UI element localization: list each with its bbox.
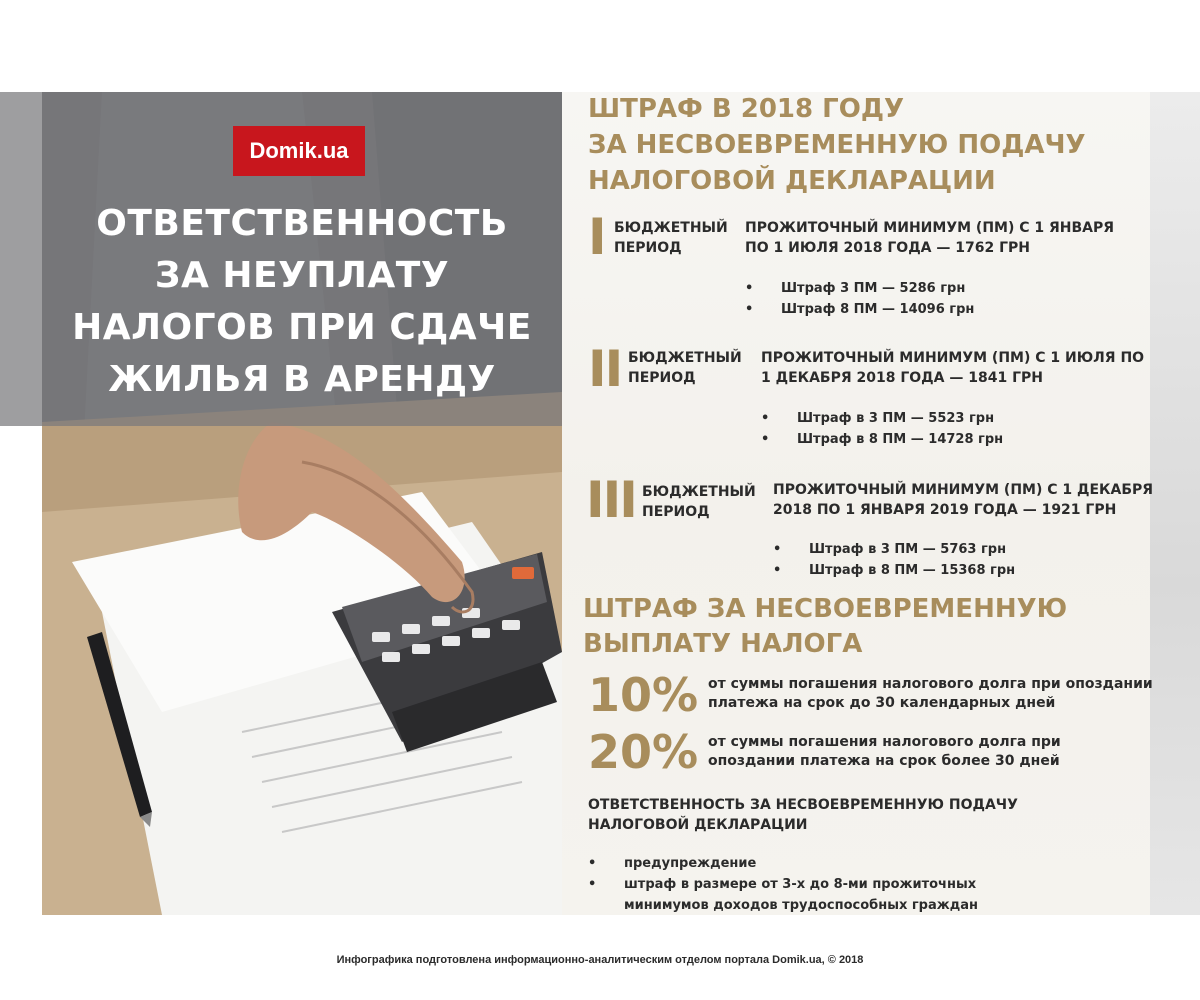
period-1-numeral: I [588,208,605,266]
period-2-label [628,348,742,388]
responsibility-title-line: ОТВЕТСТВЕННОСТЬ ЗА НЕСВОЕВРЕМЕННУЮ ПОДАЧУ [588,797,1018,813]
period-desc-line: 2018 ПО 1 ЯНВАРЯ 2019 ГОДА — 1921 ГРН [773,502,1117,518]
hero-title [42,198,562,406]
responsibility-title-line: НАЛОГОВОЙ ДЕКЛАРАЦИИ [588,817,808,833]
period-label-line: БЮДЖЕТНЫЙ [614,220,728,236]
section1-title-line: НАЛОГОВОЙ ДЕКЛАРАЦИИ [588,166,996,196]
bullet-icon: • [588,877,597,892]
period-1-label [614,218,728,258]
fine-item: • Штраф в 8 ПМ — 15368 грн [773,560,1015,581]
rate-20-value: 20% [588,725,699,779]
period-desc-line: ПО 1 ИЮЛЯ 2018 ГОДА — 1762 ГРН [745,240,1030,256]
period-3-description [773,480,1153,520]
section1-title-line: ШТРАФ В 2018 ГОДУ [588,94,905,124]
responsibility-item: • штраф в размере от 3-х до 8-ми прожиточных [588,874,978,895]
section2-title-line: ВЫПЛАТУ НАЛОГА [583,629,863,659]
period-label-line: ПЕРИОД [642,504,710,520]
period-2-description [761,348,1144,388]
period-3-fines [773,539,1015,581]
responsibility-item: • предупреждение [588,853,978,874]
responsibility-title [588,795,1018,835]
period-3-numeral: III [586,471,636,529]
period-label-line: БЮДЖЕТНЫЙ [628,350,742,366]
footer-credit: Инфографика подготовлена информационно-аналитическим отделом портала Domik.ua, © 2018 [336,954,864,966]
hero-title-line: НАЛОГОВ ПРИ СДАЧЕ [72,307,532,348]
rate-10-description [708,675,1153,713]
fine-item: • Штраф 3 ПМ — 5286 грн [745,278,974,299]
fine-item: • Штраф в 3 ПМ — 5523 грн [761,408,1003,429]
rate-desc-line: опоздании платежа на срок более 30 дней [708,753,1060,769]
bullet-icon: • [745,281,754,296]
period-desc-line: ПРОЖИТОЧНЫЙ МИНИМУМ (ПМ) С 1 ИЮЛЯ ПО [761,350,1145,366]
bullet-icon: • [773,563,782,578]
hero-title-line: ЗА НЕУПЛАТУ [154,255,450,296]
panel-edge [1150,92,1200,915]
period-3-label [642,482,756,522]
bullet-icon: • [773,542,782,557]
bullet-icon: • [761,432,770,447]
bullet-icon: • [761,411,770,426]
fine-item: • Штраф 8 ПМ — 14096 грн [745,299,974,320]
period-desc-line: ПРОЖИТОЧНЫЙ МИНИМУМ (ПМ) С 1 ЯНВАРЯ [745,220,1115,236]
bullet-icon: • [745,302,754,317]
fine-item: • Штраф в 8 ПМ — 14728 грн [761,429,1003,450]
period-desc-line: 1 ДЕКАБРЯ 2018 ГОДА — 1841 ГРН [761,370,1043,386]
period-label-line: ПЕРИОД [628,370,696,386]
period-label-line: ПЕРИОД [614,240,682,256]
period-desc-line: ПРОЖИТОЧНЫЙ МИНИМУМ (ПМ) С 1 ДЕКАБРЯ [773,482,1154,498]
rate-10-value: 10% [588,668,699,722]
period-1-fines [745,278,974,320]
rate-desc-line: платежа на срок до 30 календарных дней [708,695,1056,711]
bullet-icon: • [588,856,597,871]
period-label-line: БЮДЖЕТНЫЙ [642,484,756,500]
rate-desc-line: от суммы погашения налогового долга при опоздании [708,676,1153,692]
fine-item: • Штраф в 3 ПМ — 5763 грн [773,539,1015,560]
section2-title-line: ШТРАФ ЗА НЕСВОЕВРЕМЕННУЮ [583,594,1068,624]
domik-logo: Domik.ua [233,126,365,176]
responsibility-item: минимумов доходов трудоспособных граждан [624,898,978,913]
section1-title-line: ЗА НЕСВОЕВРЕМЕННУЮ ПОДАЧУ [588,130,1086,160]
rate-20-description [708,733,1061,771]
hero-title-line: ОТВЕТСТВЕННОСТЬ [96,203,508,244]
rate-desc-line: от суммы погашения налогового долга при [708,734,1061,750]
responsibility-list [588,853,978,916]
period-2-numeral: II [588,340,622,398]
period-1-description [745,218,1114,258]
period-2-fines [761,408,1003,450]
hero-title-line: ЖИЛЬЯ В АРЕНДУ [108,359,496,400]
